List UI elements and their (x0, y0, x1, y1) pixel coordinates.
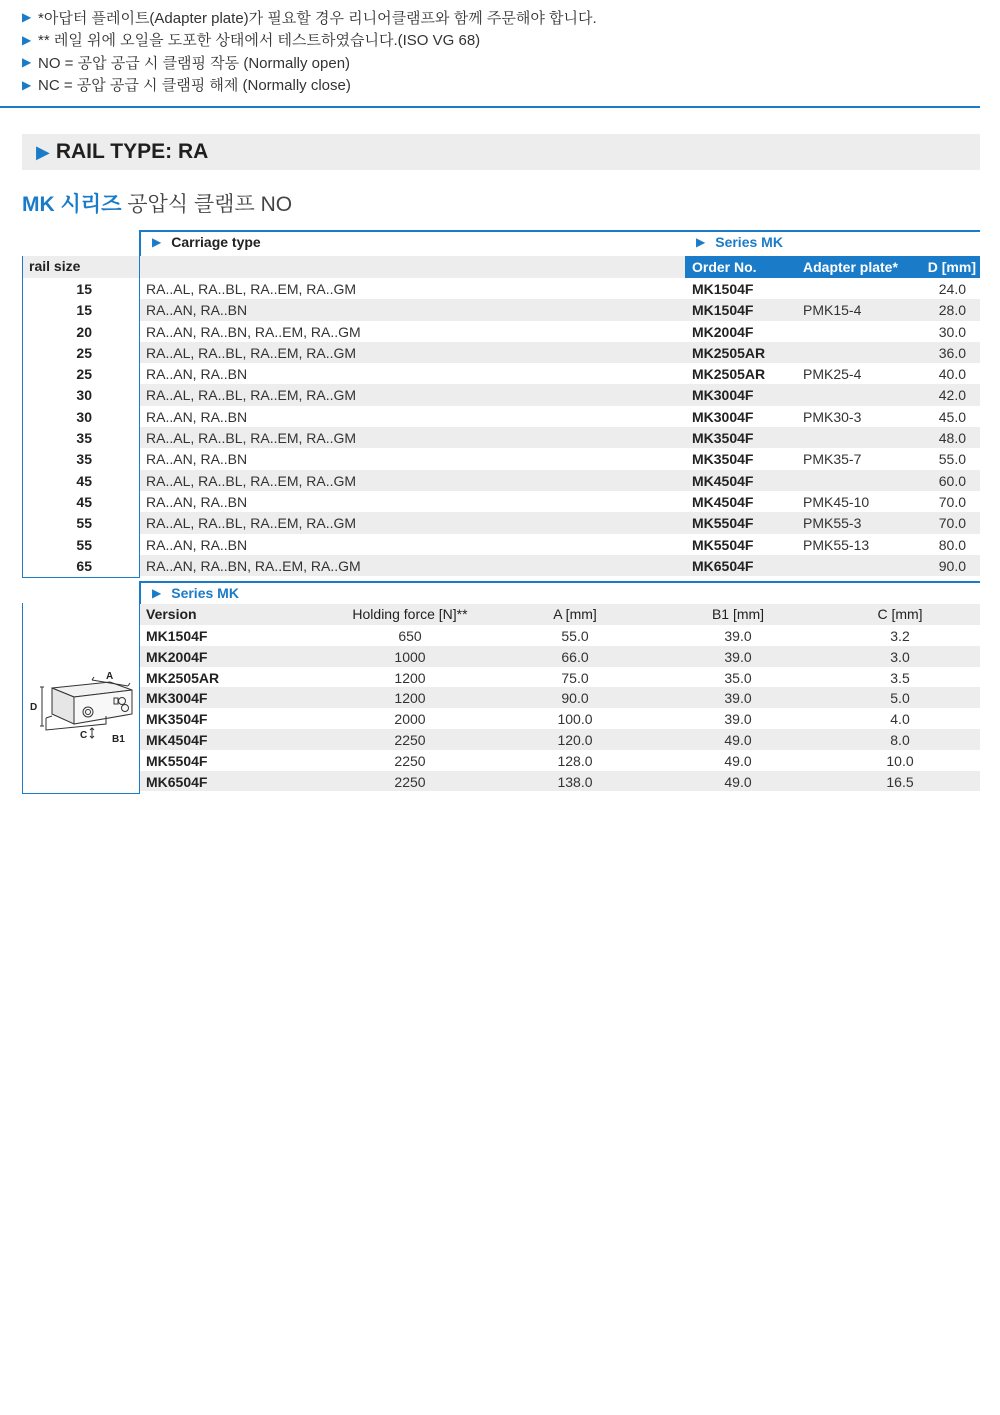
cell-rail-size: 30 (76, 408, 92, 425)
note-item (22, 6, 982, 29)
cell-b1: 39.0 (724, 628, 752, 644)
table-row (140, 625, 980, 646)
cell-order-no: MK4504F (692, 493, 754, 510)
cell-d: 28.0 (938, 302, 966, 319)
series-header (152, 585, 239, 601)
cell-c: 10.0 (886, 752, 914, 769)
order-columns-header (685, 256, 980, 278)
cell-holding-force: 2250 (394, 752, 426, 769)
cell-order-no: MK5504F (692, 536, 754, 553)
cell-b1: 49.0 (724, 752, 752, 769)
cell-carriage-type: RA..AN, RA..BN (146, 493, 248, 510)
cell-carriage-type: RA..AN, RA..BN (146, 408, 248, 425)
table-row (22, 363, 980, 384)
cell-d: 42.0 (938, 387, 966, 404)
cell-c: 3.5 (890, 669, 910, 686)
dimensions-table (22, 581, 980, 794)
series-header (696, 234, 783, 250)
table-row (140, 729, 980, 750)
cell-d: 90.0 (938, 557, 966, 574)
col-a: A [mm] (553, 606, 597, 622)
dim-label-a: A (106, 671, 114, 682)
cell-rail-size: 25 (76, 344, 92, 361)
table-row (22, 470, 980, 491)
cell-holding-force: 2250 (394, 773, 426, 790)
cell-rail-size: 30 (76, 387, 92, 404)
triangle-bullet-icon: ▶ (22, 55, 32, 70)
section-banner (22, 134, 980, 170)
cell-carriage-type: RA..AL, RA..BL, RA..EM, RA..GM (146, 387, 357, 404)
table-row (140, 771, 980, 792)
cell-holding-force: 1200 (394, 669, 426, 686)
cell-d: 70.0 (938, 515, 966, 532)
table-row (22, 342, 980, 363)
table-row (22, 427, 980, 448)
cell-rail-size: 45 (76, 493, 92, 510)
cell-adapter-plate: PMK55-13 (803, 536, 870, 553)
col-b1: B1 [mm] (711, 606, 765, 622)
cell-rail-size: 20 (76, 323, 92, 340)
dimensions-table-body (140, 625, 980, 791)
cell-adapter-plate: PMK15-4 (803, 302, 862, 319)
table-row (22, 299, 980, 320)
cell-carriage-type: RA..AN, RA..BN (146, 366, 248, 383)
col-adapter-plate: Adapter plate* (803, 259, 898, 275)
table-row (22, 512, 980, 533)
table-row (140, 708, 980, 729)
cell-d: 30.0 (938, 323, 966, 340)
table-row (140, 750, 980, 771)
cell-holding-force: 2250 (394, 731, 426, 748)
cell-order-no: MK2505AR (692, 366, 766, 383)
table-row (22, 555, 980, 576)
note-item (22, 74, 982, 97)
table-row (22, 534, 980, 555)
cell-a: 120.0 (557, 731, 593, 748)
note-text: *아답터 플레이트(Adapter plate)가 필요할 경우 리니어클램프와 함께 주문해야 합니다. (38, 9, 597, 27)
cell-a: 128.0 (557, 752, 593, 769)
cell-c: 3.0 (890, 648, 910, 665)
cell-rail-size: 15 (76, 302, 92, 319)
cell-adapter-plate: PMK55-3 (803, 515, 862, 532)
dim-label-c: C (80, 730, 88, 741)
table-row (22, 384, 980, 405)
note-text: NC = 공압 공급 시 클램핑 해제 (Normally close) (38, 77, 351, 95)
cell-order-no: MK3504F (692, 451, 754, 468)
carriage-type-title: Carriage type (171, 234, 261, 250)
col-order-no: Order No. (692, 259, 757, 275)
triangle-bullet-icon: ▶ (22, 32, 32, 47)
cell-rail-size: 35 (76, 451, 92, 468)
cell-b1: 49.0 (724, 773, 752, 790)
cell-version: MK4504F (146, 731, 208, 748)
cell-adapter-plate: PMK35-7 (803, 451, 862, 468)
cell-order-no: MK1504F (692, 302, 754, 319)
cell-carriage-type: RA..AN, RA..BN, RA..EM, RA..GM (146, 557, 361, 574)
table-row (140, 687, 980, 708)
cell-b1: 39.0 (724, 648, 752, 665)
cell-version: MK6504F (146, 773, 208, 790)
cell-c: 8.0 (890, 731, 910, 748)
note-text: NO = 공압 공급 시 클램핑 작동 (Normally open) (38, 54, 351, 72)
triangle-bullet-icon: ▶ (22, 10, 32, 25)
cell-b1: 35.0 (724, 669, 752, 686)
cell-d: 55.0 (938, 451, 966, 468)
cell-carriage-type: RA..AN, RA..BN (146, 302, 248, 319)
cell-order-no: MK3004F (692, 408, 754, 425)
cell-adapter-plate: PMK45-10 (803, 493, 870, 510)
cell-version: MK2004F (146, 648, 208, 665)
order-table-body (22, 278, 980, 576)
cell-a: 55.0 (561, 628, 589, 644)
col-d: D [mm] (927, 259, 976, 275)
cell-d: 48.0 (938, 430, 966, 447)
cell-a: 90.0 (561, 690, 589, 707)
table-row (22, 321, 980, 342)
cell-holding-force: 1000 (394, 648, 426, 665)
cell-b1: 39.0 (724, 711, 752, 728)
series-title: Series MK (715, 234, 783, 250)
cell-order-no: MK6504F (692, 557, 754, 574)
divider (0, 106, 980, 108)
table-row (140, 646, 980, 667)
cell-carriage-type: RA..AN, RA..BN (146, 536, 248, 553)
triangle-bullet-icon: ▶ (22, 77, 32, 92)
cell-version: MK1504F (146, 628, 208, 644)
cell-order-no: MK3504F (692, 430, 754, 447)
cell-carriage-type: RA..AL, RA..BL, RA..EM, RA..GM (146, 515, 357, 532)
note-item (22, 51, 982, 74)
table-row (22, 448, 980, 469)
dim-label-d: D (30, 702, 38, 713)
table-row (22, 491, 980, 512)
clamp-dimension-drawing (30, 668, 135, 748)
cell-version: MK3004F (146, 690, 208, 707)
carriage-type-header (152, 234, 261, 250)
cell-b1: 49.0 (724, 731, 752, 748)
series-title: Series MK (171, 585, 239, 601)
note-text: ** 레일 위에 오일을 도포한 상태에서 테스트하였습니다.(ISO VG 68) (38, 32, 481, 50)
cell-d: 24.0 (938, 281, 966, 297)
col-c: C [mm] (877, 606, 923, 622)
triangle-icon: ▶ (36, 141, 50, 162)
cell-carriage-type: RA..AL, RA..BL, RA..EM, RA..GM (146, 344, 357, 361)
col-holding-force: Holding force [N]** (352, 606, 468, 622)
dimensions-columns-header (140, 604, 980, 625)
cell-a: 138.0 (557, 773, 593, 790)
cell-rail-size: 15 (76, 281, 92, 297)
cell-order-no: MK3004F (692, 387, 754, 404)
cell-rail-size: 35 (76, 430, 92, 447)
cell-carriage-type: RA..AL, RA..BL, RA..EM, RA..GM (146, 430, 357, 447)
cell-carriage-type: RA..AN, RA..BN (146, 451, 248, 468)
cell-d: 60.0 (938, 472, 966, 489)
table-row (140, 667, 980, 688)
subtitle-desc: 공압식 클램프 NO (127, 193, 293, 216)
table-border (139, 230, 980, 232)
cell-b1: 39.0 (724, 690, 752, 707)
table-border (139, 230, 141, 256)
col-version: Version (146, 606, 197, 622)
cell-rail-size: 25 (76, 366, 92, 383)
cell-c: 4.0 (890, 711, 910, 728)
cell-version: MK3504F (146, 711, 208, 728)
cell-a: 75.0 (561, 669, 589, 686)
cell-holding-force: 1200 (394, 690, 426, 707)
cell-version: MK2505AR (146, 669, 220, 686)
triangle-icon: ▶ (152, 235, 162, 249)
note-item (22, 29, 982, 52)
triangle-icon: ▶ (696, 235, 706, 249)
cell-rail-size: 55 (76, 515, 92, 532)
cell-d: 80.0 (938, 536, 966, 553)
cell-holding-force: 2000 (394, 711, 426, 728)
page-subtitle (22, 188, 292, 218)
cell-rail-size: 45 (76, 472, 92, 489)
table-border (139, 581, 141, 605)
cell-carriage-type: RA..AL, RA..BL, RA..EM, RA..GM (146, 472, 357, 489)
cell-order-no: MK2004F (692, 323, 754, 340)
cell-order-no: MK1504F (692, 281, 754, 297)
cell-adapter-plate: PMK25-4 (803, 366, 862, 383)
cell-order-no: MK4504F (692, 472, 754, 489)
subtitle-series: MK 시리즈 (22, 193, 122, 216)
cell-adapter-plate: PMK30-3 (803, 408, 862, 425)
table-row (22, 406, 980, 427)
cell-d: 36.0 (938, 344, 966, 361)
notes-list (22, 6, 982, 96)
cell-rail-size: 65 (76, 557, 92, 574)
table-border (139, 581, 980, 583)
table-row (22, 278, 980, 299)
cell-order-no: MK2505AR (692, 344, 766, 361)
cell-order-no: MK5504F (692, 515, 754, 532)
dim-label-b1: B1 (112, 734, 125, 745)
cell-d: 40.0 (938, 366, 966, 383)
rail-size-label: rail size (29, 258, 81, 274)
cell-a: 100.0 (557, 711, 593, 728)
cell-rail-size: 55 (76, 536, 92, 553)
order-table (22, 230, 980, 578)
cell-c: 3.2 (890, 628, 910, 644)
cell-d: 45.0 (938, 408, 966, 425)
cell-carriage-type: RA..AL, RA..BL, RA..EM, RA..GM (146, 281, 357, 297)
cell-c: 5.0 (890, 690, 910, 707)
banner-title: RAIL TYPE: RA (55, 140, 209, 163)
cell-d: 70.0 (938, 493, 966, 510)
cell-c: 16.5 (886, 773, 914, 790)
cell-a: 66.0 (561, 648, 589, 665)
cell-holding-force: 650 (398, 628, 422, 644)
cell-carriage-type: RA..AN, RA..BN, RA..EM, RA..GM (146, 323, 361, 340)
triangle-icon: ▶ (152, 586, 162, 600)
cell-version: MK5504F (146, 752, 208, 769)
